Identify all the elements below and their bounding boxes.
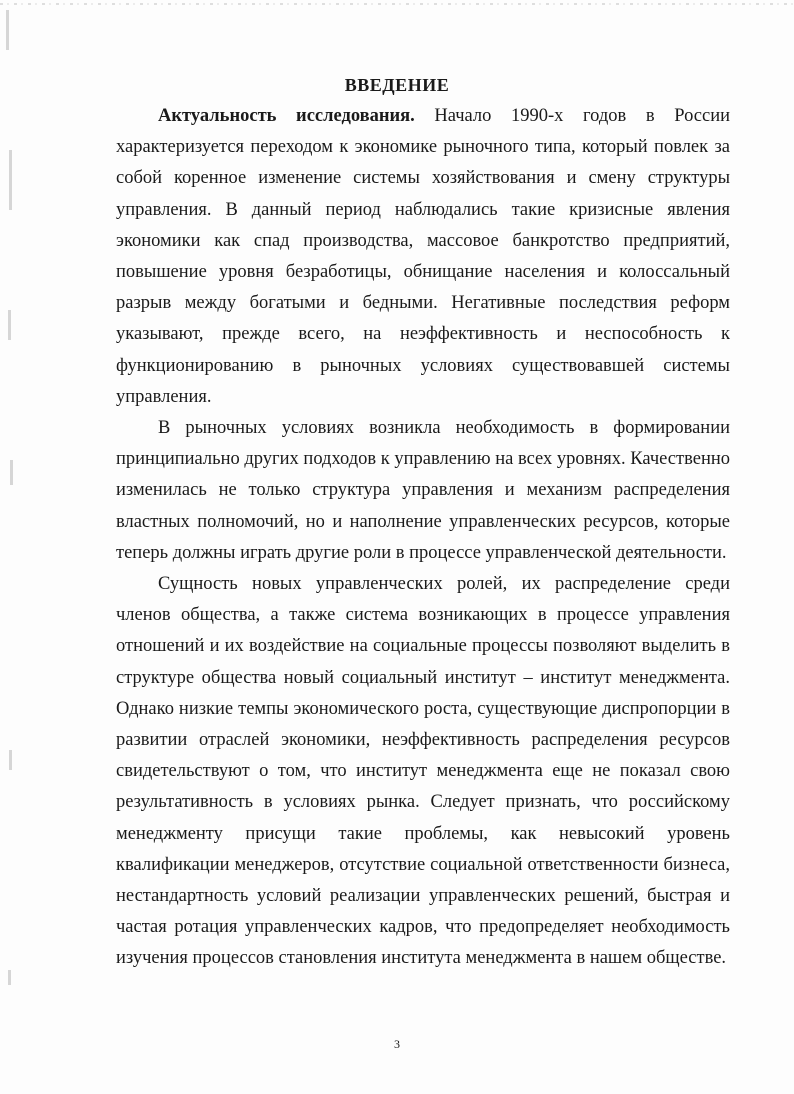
paragraph-text: В рыночных условиях возникла необходимость в формировании принципиально других подходов к управлению на всех уровнях. Качественно изменилась не только структура управления и механизм распределения властных полномочий, но и наполнение управленческих ресурсов, которые теперь должны играть другие роли в процессе управленческой деятельности. [116, 418, 730, 563]
paragraph-1 [116, 101, 730, 413]
paragraph-text: Сущность новых управленческих ролей, их распределение среди членов общества, а также система возникающих в процессе управления отношений и их воздействие на социальные процессы позволяют выделить в структуре общества новый социальный институт – институт менеджмента. Однако низкие темпы экономического роста, существующие диспропорции в развитии отраслей экономики, неэффективность распределения ресурсов свидетельствуют о том, что институт менеджмента еще не показал свою результативность в условиях рынка. Следует признать, что российскому менеджменту присущи такие проблемы, как невысокий уровень квалификации менеджеров, отсутствие социальной ответственности бизнеса, нестандартность условий реализации управленческих решений, быстрая и частая ротация управленческих кадров, что предопределяет необходимость изучения процессов становления института менеджмента в нашем обществе. [116, 574, 730, 969]
scan-edge-left [6, 10, 18, 1010]
page-number: 3 [394, 1037, 400, 1051]
document-body [116, 101, 730, 975]
paragraph-lead: Актуальность исследования. [158, 106, 415, 126]
document-title: ВВЕДЕНИЕ [344, 75, 450, 95]
paragraph-2 [116, 413, 730, 569]
scan-edge-top [0, 3, 794, 5]
paragraph-3 [116, 569, 730, 975]
paragraph-text: Начало 1990-х годов в России характеризуется переходом к экономике рыночного типа, который повлек за собой коренное изменение системы хозяйствования и смену структуры управления. В данный период наблюдались такие кризисные явления экономики как спад производства, массовое банкротство предприятий, повышение уровня безработицы, обнищание населения и колоссальный разрыв между богатыми и бедными. Негативные последствия реформ указывают, прежде всего, на неэффективность и неспособность к функционированию в рыночных условиях существовавшей системы управления. [116, 106, 730, 407]
